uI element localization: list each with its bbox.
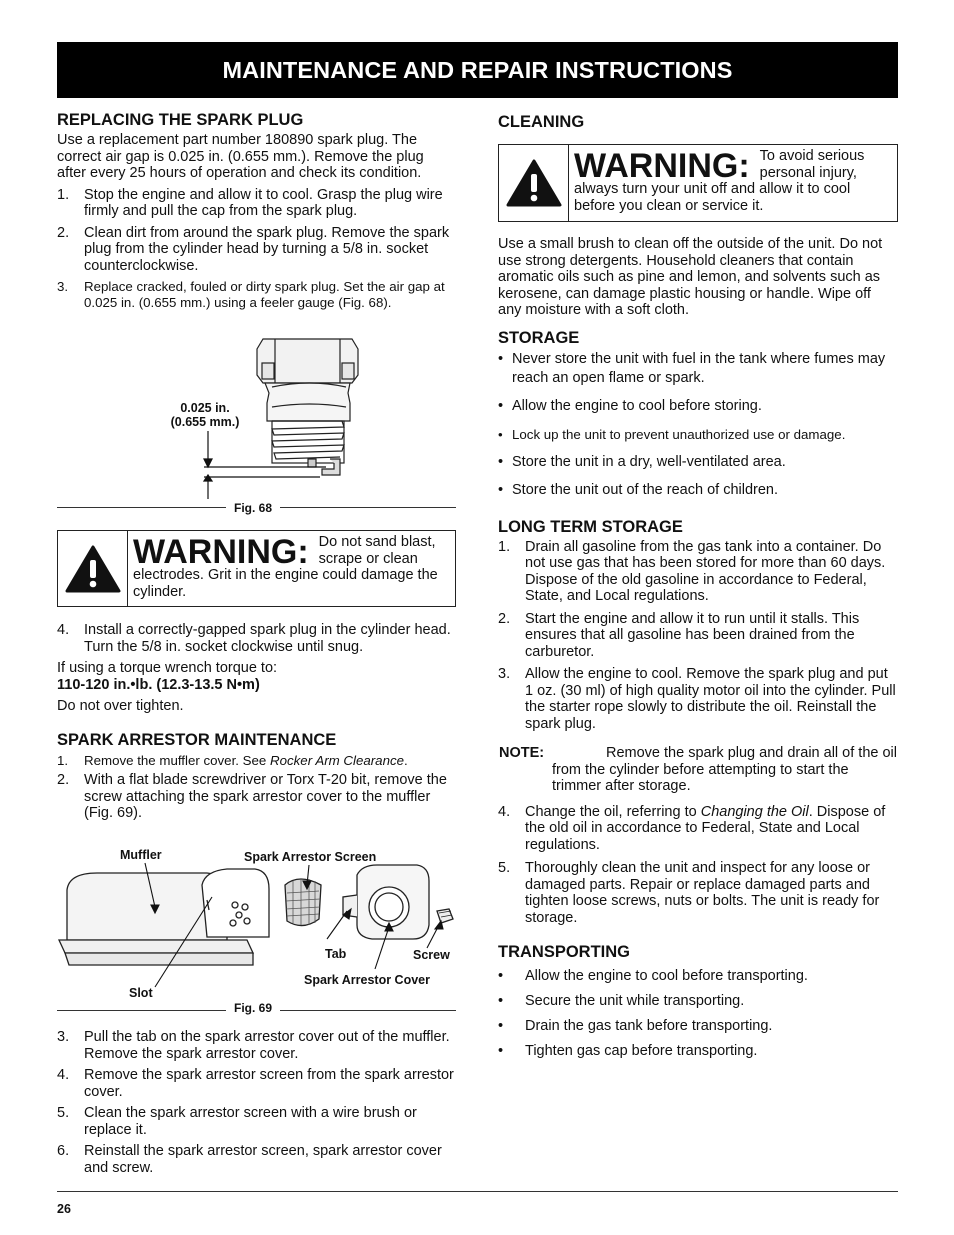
list-item: 4. Remove the spark arrestor screen from the spark arrestor cover.	[57, 1067, 454, 1100]
transporting-heading: TRANSPORTING	[498, 943, 630, 961]
long-term-heading: LONG TERM STORAGE	[498, 517, 683, 536]
warning-title: WARNING:	[133, 533, 309, 571]
list-item: • Allow the engine to cool before transporting.	[498, 968, 808, 984]
list-item: • Secure the unit while transporting.	[498, 993, 745, 1009]
transporting-list	[498, 967, 898, 1060]
cleaning-body: Use a small brush to clean off the outside of the unit. Do not use strong detergents. Household cleaners that contain aromatic oils such as pine and lemon, and solvents such as kerosene, can damage plastic housing or handle. Wipe off any moisture with a soft cloth.	[498, 236, 883, 318]
page-number: 26	[57, 1202, 71, 1216]
spark-plug-steps	[57, 187, 457, 311]
list-item: 2. With a flat blade screwdriver or Torx T-20 bit, remove the screw attaching the spark arrestor cover to the muffler (Fig. 69).	[57, 772, 447, 821]
note-label: NOTE:	[499, 745, 545, 761]
footer-divider	[57, 1191, 898, 1192]
torque-note: Do not over tighten.	[57, 698, 184, 714]
gap-label: 0.025 in. (0.655 mm.)	[170, 401, 240, 429]
warning-text: Do not sand blast, scrape or clean electrodes. Grit in the engine could damage the cylinder.	[133, 534, 438, 600]
list-item: • Drain the gas tank before transporting.	[498, 1018, 773, 1034]
left-column	[57, 110, 457, 310]
right-column	[498, 112, 898, 132]
spark-plug-intro: Use a replacement part number 180890 spark plug. The correct air gap is 0.025 in. (0.655 mm.). Remove the plug after every 25 hours of operation and check its condition.	[57, 132, 424, 181]
list-item: 3. Allow the engine to cool. Remove the spark plug and put 1 oz. (30 ml) of high quality motor oil into the cylinder. Pull the starter rope slowly to distribute the oil. Reinstall the spark plug.	[498, 666, 896, 732]
list-item: 4. Install a correctly-gapped spark plug in the cylinder head. Turn the 5/8 in. socket clockwise until snug.	[57, 622, 451, 655]
label-spark-arrestor-screen: Spark Arrestor Screen	[244, 850, 377, 864]
arrestor-heading: SPARK ARRESTOR MAINTENANCE	[57, 730, 337, 749]
list-item: • Never store the unit with fuel in the tank where fumes may reach an open flame or spark.	[498, 350, 886, 386]
page-header-banner	[57, 42, 898, 98]
list-item: • Allow the engine to cool before storing.	[498, 397, 762, 414]
label-screw: Screw	[413, 948, 450, 962]
spark-plug-continued	[57, 622, 457, 822]
list-item: • Lock up the unit to prevent unauthorized use or damage.	[498, 426, 846, 442]
list-item: 2. Clean dirt from around the spark plug. Remove the spark plug from the cylinder head by turning a 5/8 in. socket counterclockwise.	[57, 224, 450, 274]
list-item: 6. Reinstall the spark arrestor screen, spark arrestor cover and screw.	[57, 1143, 442, 1176]
warning-box-sand-blast	[57, 530, 456, 607]
list-item: 5. Thoroughly clean the unit and inspect for any loose or damaged parts. Repair or replace damaged parts and tighten loose screws, nuts or bolts. The unit is ready for storage.	[498, 860, 880, 926]
torque-value: 110-120 in.•lb. (12.3-13.5 N•m)	[57, 676, 260, 693]
spark-plug-heading: REPLACING THE SPARK PLUG	[57, 111, 304, 129]
list-item: 3. Replace cracked, fouled or dirty spark plug. Set the air gap at 0.025 in. (0.655 mm.) using a feeler gauge (Fig. 68).	[57, 279, 445, 310]
label-tab: Tab	[325, 947, 347, 961]
note-text: Remove the spark plug and drain all of the oil from the cylinder before attempting to start the trimmer after storage.	[552, 745, 897, 794]
list-item: 1. Drain all gasoline from the gas tank into a container. Do not use gas that has been stored for more than 60 days. Dispose of the old gasoline in accordance to Federal, State, and Local regulations.	[498, 538, 886, 604]
fig-69-caption: Fig. 69	[226, 1000, 280, 1017]
warning-triangle-icon	[58, 531, 128, 606]
warning-triangle-icon	[499, 145, 569, 221]
fig-68-caption: Fig. 68	[226, 500, 280, 517]
storage-list	[498, 350, 898, 500]
cleaning-heading: CLEANING	[498, 113, 585, 131]
warning-box-cleaning	[498, 144, 898, 222]
list-item: 4. Change the oil, referring to Changing the Oil. Dispose of the old oil in accordance to Federal, State and Local regulations.	[498, 803, 886, 853]
list-item: 1. Stop the engine and allow it to cool. Grasp the plug wire firmly and pull the cap from the spark plug.	[57, 186, 443, 219]
list-item: 2. Start the engine and allow it to run until it stalls. This ensures that all gasoline has been drained from the carburetor.	[498, 610, 860, 660]
right-column-body	[498, 236, 898, 1060]
label-spark-arrestor-cover: Spark Arrestor Cover	[304, 973, 430, 987]
label-slot: Slot	[129, 986, 153, 1000]
torque-intro: If using a torque wrench torque to:	[57, 660, 278, 676]
storage-heading: STORAGE	[498, 328, 580, 347]
warning-text: To avoid serious personal injury, always turn your unit off and allow it to cool before you clean or service it.	[574, 148, 865, 214]
note	[498, 745, 898, 795]
list-item: • Store the unit out of the reach of children.	[498, 481, 778, 498]
arrestor-steps-continued	[57, 1029, 457, 1176]
list-item: • Store the unit in a dry, well-ventilated area.	[498, 453, 786, 470]
page-title: MAINTENANCE AND REPAIR INSTRUCTIONS	[222, 56, 733, 83]
list-item: 5. Clean the spark arrestor screen with a wire brush or replace it.	[57, 1105, 417, 1138]
warning-title: WARNING:	[574, 147, 750, 185]
label-muffler: Muffler	[120, 848, 162, 862]
list-item: • Tighten gas cap before transporting.	[498, 1043, 758, 1059]
list-item: 1. Remove the muffler cover. See Rocker Arm Clearance.	[57, 752, 408, 768]
list-item: 3. Pull the tab on the spark arrestor cover out of the muffler. Remove the spark arrestor cover.	[57, 1029, 450, 1062]
